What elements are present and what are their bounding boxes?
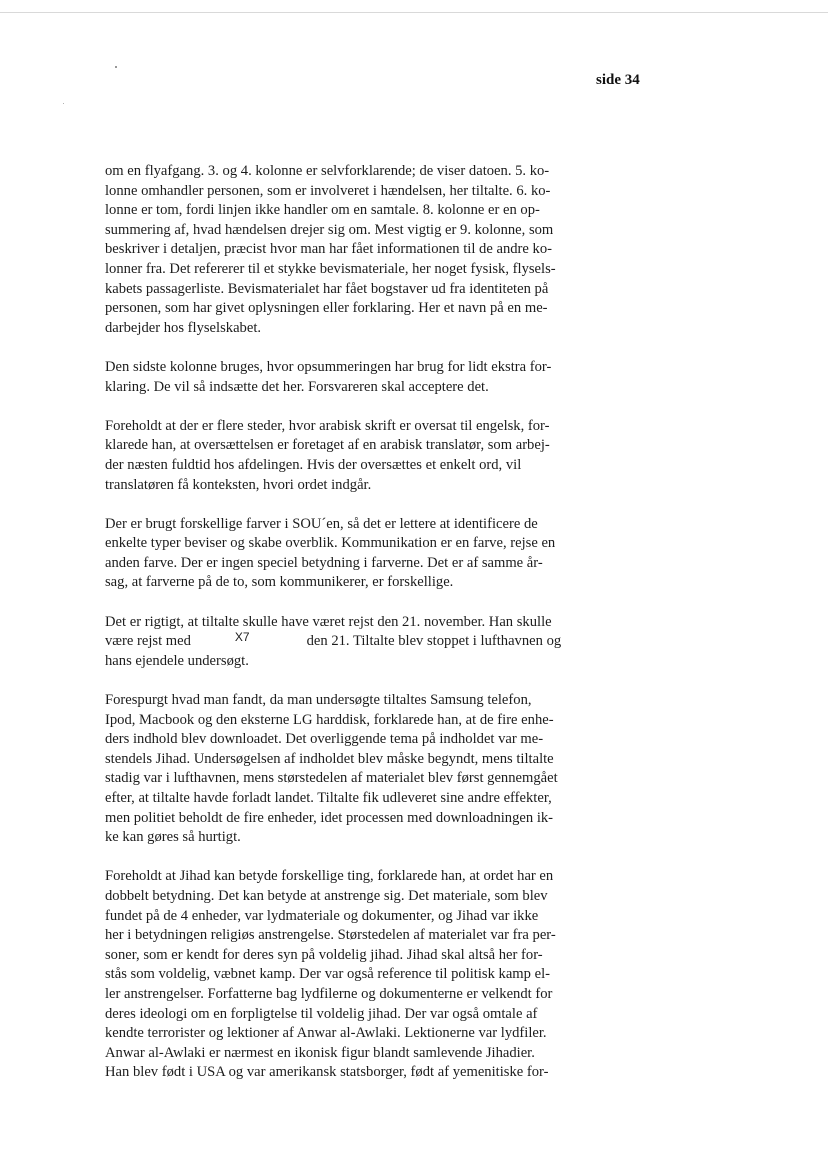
text-fragment: den 21. Tiltalte blev stoppet i lufthavnen og <box>306 633 562 650</box>
text-line: Det er rigtigt, at tiltalte skulle have været rejst den 21. november. Han skulle <box>105 613 552 630</box>
text-line: her i betydningen religiøs anstrengelse. Størstedelen af materialet var fra per- <box>105 927 556 944</box>
scan-speck <box>63 103 64 104</box>
text-line: Foreholdt at der er flere steder, hvor arabisk skrift er oversat til engelsk, for- <box>105 417 550 434</box>
text-line: stendels Jihad. Undersøgelsen af indholdet blev måske begyndt, mens tiltalte <box>105 750 554 767</box>
paragraph <box>105 515 595 593</box>
text-line: lonner fra. Det refererer til et stykke bevismateriale, her noget fysisk, flysels- <box>105 260 556 277</box>
text-line: Ipod, Macbook og den eksterne LG harddisk, forklarede han, at de fire enhe- <box>105 711 554 728</box>
paragraph <box>105 867 595 1083</box>
text-line: klarede han, at oversættelsen er foretaget af en arabisk translatør, som arbej- <box>105 437 550 454</box>
text-line: ler anstrengelser. Forfatterne bag lydfilerne og dokumenterne er velkendt for <box>105 985 553 1002</box>
text-line: Han blev født i USA og var amerikansk statsborger, født af yemenitiske for- <box>105 1064 549 1081</box>
text-line: beskriver i detaljen, præcist hvor man har fået informationen til de andre ko- <box>105 241 552 258</box>
text-line: translatøren få konteksten, hvori ordet indgår. <box>105 476 372 493</box>
paragraph <box>105 162 595 338</box>
text-line: Den sidste kolonne bruges, hvor opsummeringen har brug for lidt ekstra for- <box>105 358 552 375</box>
text-line: Forespurgt hvad man fandt, da man undersøgte tiltaltes Samsung telefon, <box>105 692 532 709</box>
text-line: anden farve. Der er ingen speciel betydning i farverne. Det er af samme år- <box>105 554 543 571</box>
paragraph <box>105 691 595 848</box>
document-body <box>105 162 595 1103</box>
text-line: summering af, hvad hændelsen drejer sig om. Mest vigtig er 9. kolonne, som <box>105 221 554 238</box>
text-line <box>105 632 595 652</box>
text-line: Anwar al-Awlaki er nærmest en ikonisk figur blandt samlevende Jihadier. <box>105 1044 535 1061</box>
paragraph <box>105 358 595 397</box>
text-line: fundet på de 4 enheder, var lydmateriale og dokumenter, og Jihad var ikke <box>105 907 539 924</box>
text-line: enkelte typer beviser og skabe overblik. Kommunikation er en farve, rejse en <box>105 535 556 552</box>
text-line: Der er brugt forskellige farver i SOU´en, så det er lettere at identificere de <box>105 515 538 532</box>
text-line: stås som voldelig, væbnet kamp. Der var også reference til politisk kamp el- <box>105 966 550 983</box>
text-line: Foreholdt at Jihad kan betyde forskellige ting, forklarede han, at ordet har en <box>105 868 554 885</box>
text-line: personen, som har givet oplysningen eller forklaring. Her et navn på en me- <box>105 300 548 317</box>
scan-speck <box>115 66 117 68</box>
paragraph <box>105 613 595 672</box>
text-fragment: være rejst med <box>105 633 191 650</box>
text-line: stadig var i lufthavnen, mens størstedelen af materialet blev først gennemgået <box>105 770 558 787</box>
text-line: lonne er tom, fordi linjen ikke handler om en samtale. 8. kolonne er en op- <box>105 202 540 219</box>
text-line: hans ejendele undersøgt. <box>105 652 249 669</box>
text-line: dobbelt betydning. Det kan betyde at anstrenge sig. Det materiale, som blev <box>105 887 548 904</box>
text-line: efter, at tiltalte havde forladt landet. Tiltalte fik udleveret sine andre effekter, <box>105 790 552 806</box>
page-number: side 34 <box>596 72 640 88</box>
text-line: der næsten fuldtid hos afdelingen. Hvis der oversættes et enkelt ord, vil <box>105 456 522 473</box>
top-scan-rule <box>0 12 828 13</box>
text-line: sag, at farverne på de to, som kommunikerer, er forskellige. <box>105 574 454 591</box>
text-line: kendte terrorister og lektioner af Anwar al-Awlaki. Lektionerne var lydfiler. <box>105 1025 547 1042</box>
text-line: deres ideologi om en forpligtelse til voldelig jihad. Der var også omtale af <box>105 1005 538 1022</box>
text-line: lonne omhandler personen, som er involveret i hændelsen, her tiltalte. 6. ko- <box>105 182 551 199</box>
text-line: men politiet beholdt de fire enheder, idet processen med downloadningen ik- <box>105 809 554 826</box>
text-line: om en flyafgang. 3. og 4. kolonne er selvforklarende; de viser datoen. 5. ko- <box>105 163 550 179</box>
paragraph <box>105 417 595 495</box>
redaction-label: X7 <box>234 630 250 645</box>
text-line: ders indhold blev downloadet. Det overliggende tema på indholdet var me- <box>105 731 544 748</box>
text-line: klaring. De vil så indsætte det her. Forsvareren skal acceptere det. <box>105 378 489 395</box>
text-line: ke kan gøres så hurtigt. <box>105 829 241 846</box>
text-line: kabets passagerliste. Bevismaterialet har fået bogstaver ud fra identiteten på <box>105 280 549 297</box>
text-line: darbejder hos flyselskabet. <box>105 319 262 336</box>
text-line: soner, som er kendt for deres syn på voldelig jihad. Jihad skal altså her for- <box>105 946 543 963</box>
